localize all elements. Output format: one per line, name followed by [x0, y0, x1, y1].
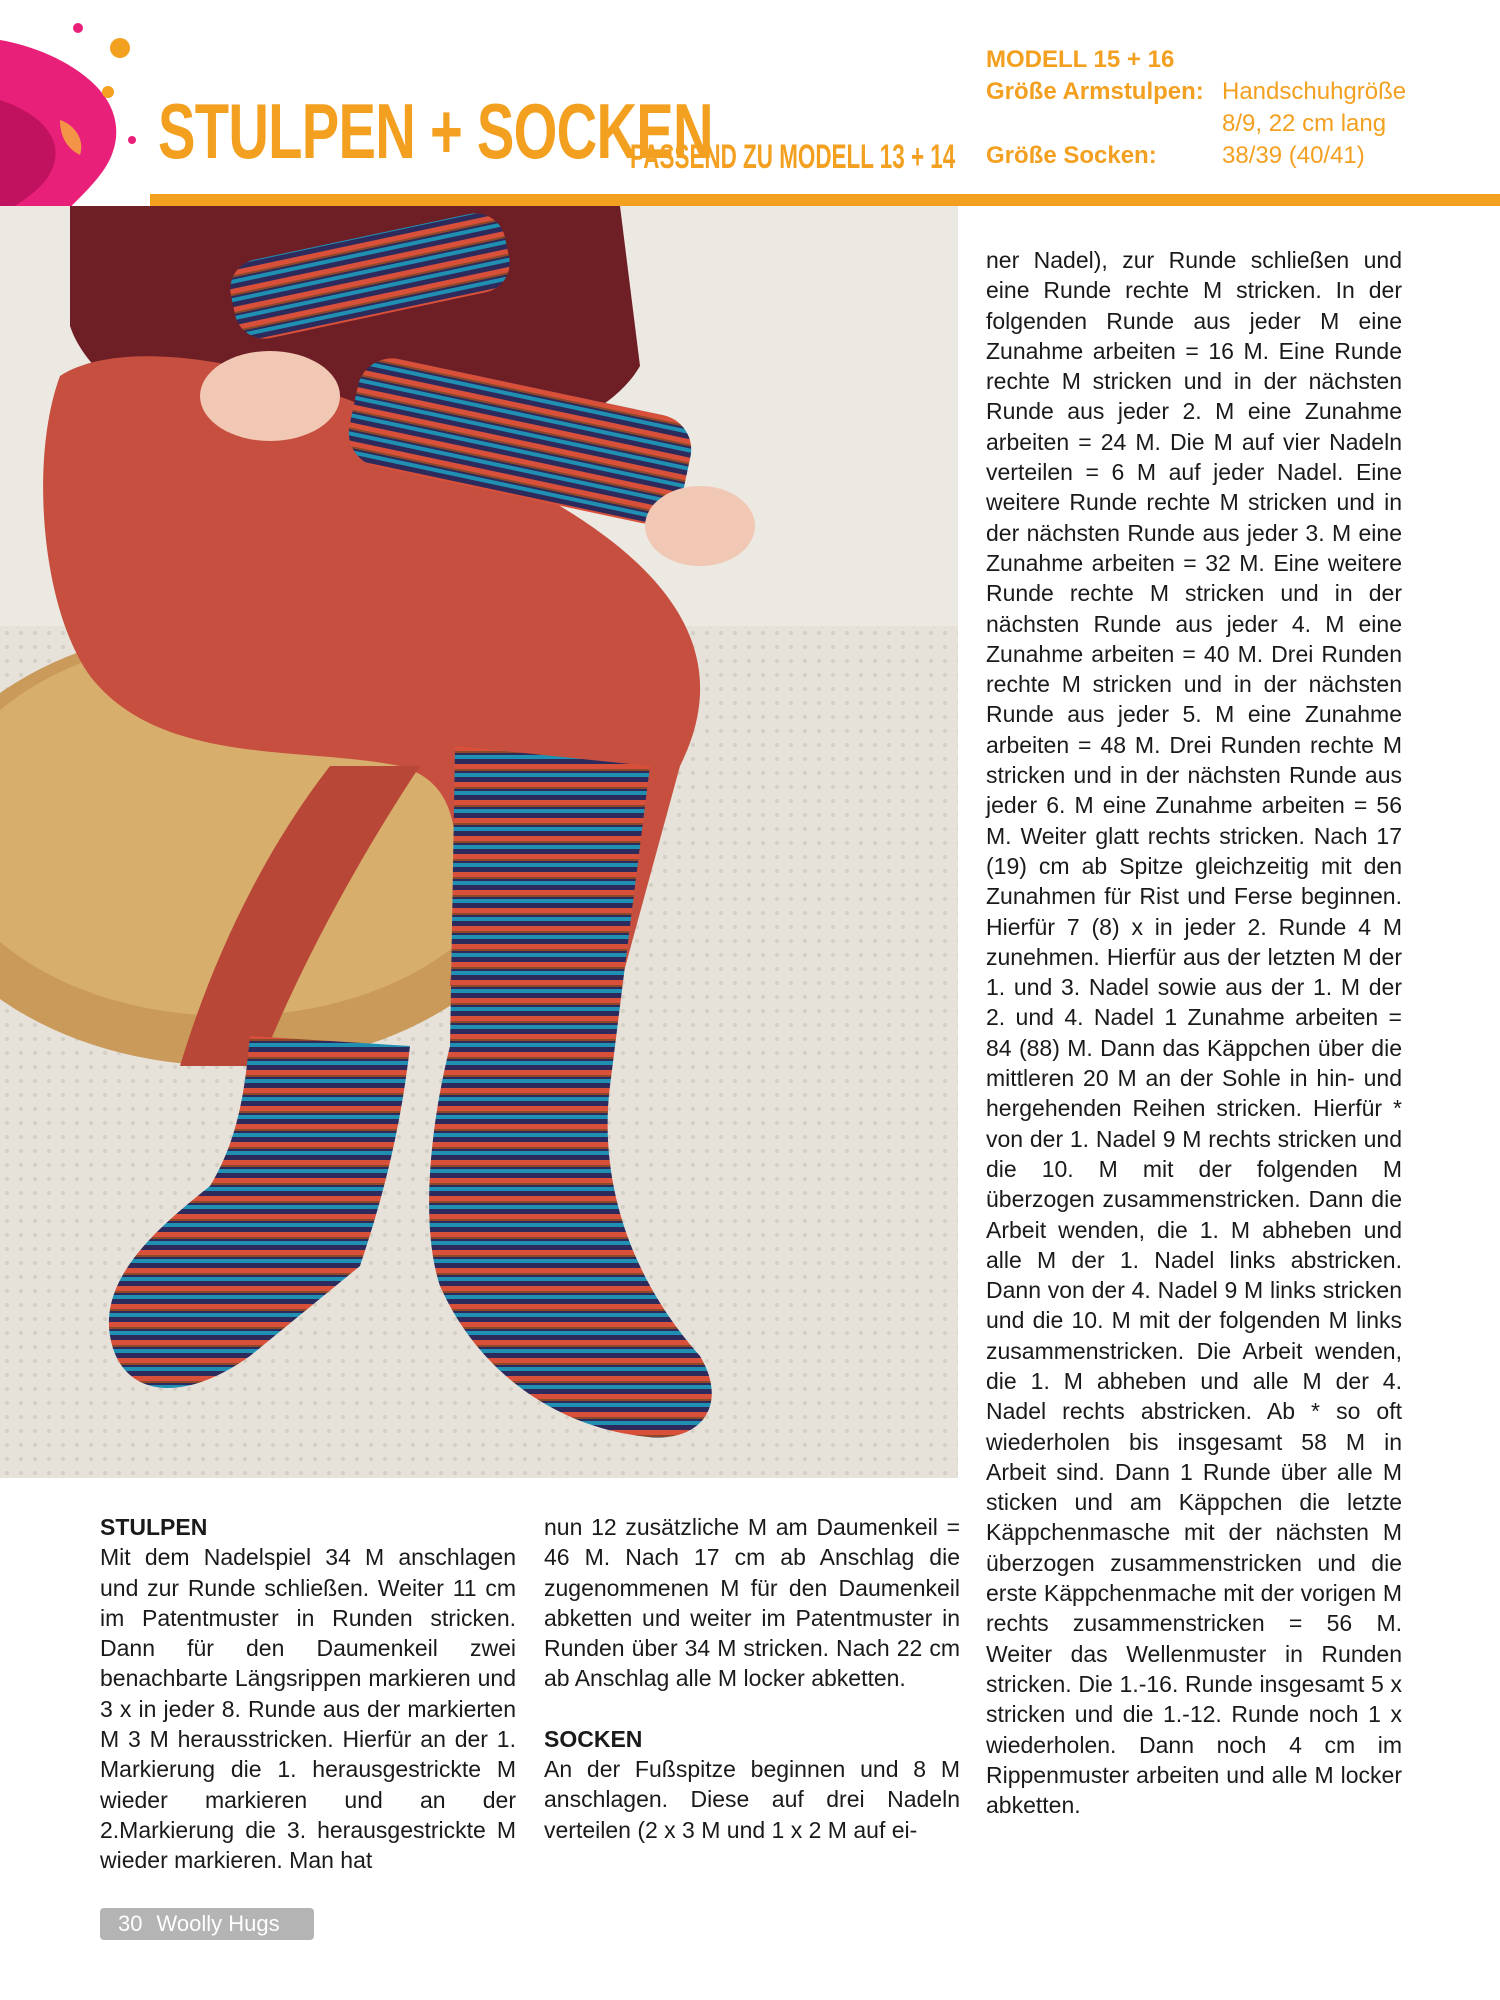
- spec-row: [986, 76, 1422, 140]
- page-footer: [100, 1908, 314, 1940]
- section-heading-socken: SOCKEN: [544, 1725, 643, 1752]
- section-heading-stulpen: STULPEN: [100, 1514, 208, 1540]
- model-specs: [986, 44, 1422, 172]
- header-rule: [150, 194, 1500, 206]
- socken-instructions: An der Fußspitze beginnen und 8 M anschlagen. Diese auf drei Nadeln verteilen (2 x 3 M und 1 x 2 M auf ei-: [544, 1756, 960, 1843]
- spec-row: [986, 140, 1422, 172]
- model-number: MODELL 15 + 16: [986, 46, 1175, 73]
- page-number: 30: [118, 1911, 143, 1936]
- page-title: STULPEN + SOCKEN: [158, 87, 713, 175]
- socken-instructions-continued: ner Nadel), zur Runde schließen und eine Runde rechte M stricken. In der folgenden Runde aus jeder M eine Zunahme arbeiten = 16 M. Eine Runde rechte M stricken und in der nächsten Runde aus jeder 2. M eine Zunahme arbeiten = 24 M. Die M auf vier Nadeln verteilen = 6 M auf jeder Nadel. Eine weitere Runde rechte M stricken und in der nächsten Runde aus jeder 3. M eine Zunahme arbeiten = 32 M. Eine weitere Runde rechte M stricken und in der nächsten Runde aus jeder 4. M eine Zunahme arbeiten = 40 M. Drei Runden rechte M stricken und in der nächsten Runde aus jeder 5. M eine Zunahme arbeiten = 48 M. Drei Runden rechte M stricken und in der nächsten Runde aus jeder 6. M eine Zunahme arbeiten = 56 M. Weiter glatt rechts stricken. Nach 17 (19) cm ab Spitze gleichzeitig mit den Zunahmen für Rist und Ferse beginnen. Hierfür 7 (8) x in jeder 2. Runde 4 M zunehmen. Hierfür aus der letzten M der 1. und 3. Nadel sowie aus der 1. M der 2. und 4. Nadel 1 Zunahme arbeiten = 84 (88) M. Dann das Käppchen über die mittleren 20 M an der Sohle in hin- und hergehenden Reihen stricken. Hierfür * von der 1. Nadel 9 M rechts stricken und die 10. M mit der folgenden M überzogen zusammenstricken. Dann die Arbeit wenden, die 1. M abheben und alle M der 1. Nadel links abstricken. Dann von der 4. Nadel 9 M links stricken und die 10. M mit der folgenden M links zusammenstricken. Die Arbeit wenden, die 1. M abheben und alle M der 4. Nadel rechts abstricken. Ab * so oft wiederholen bis insgesamt 58 M in Arbeit sind. Dann 1 Runde über alle M sticken und am Käppchen die letzte Käppchenmasche mit der nächsten M überzogen zusammenstricken und die erste Käppchenmache mit der vorigen M rechts zusammenstricken = 56 M. Weiter das Wellenmuster in Runden stricken. Die 1.-16. Runde insgesamt 5 x stricken und die 1.-12. Runde noch 1 x wiederholen. Dann noch 4 cm im Rippenmuster arbeiten und alle M locker abketten.: [986, 247, 1402, 1819]
- text-column-3: [986, 245, 1402, 1820]
- product-photo: [0, 206, 958, 1478]
- spec-value: 38/39 (40/41): [1222, 142, 1365, 169]
- text-column-2: [544, 1512, 960, 1845]
- spec-label: Größe Socken:: [986, 142, 1157, 169]
- page-subtitle: PASSEND ZU MODELL 13 + 14: [630, 138, 956, 176]
- spec-value: Handschuhgröße 8/9, 22 cm lang: [1222, 78, 1407, 137]
- stulpen-instructions-continued: nun 12 zusätzliche M am Daumenkeil = 46 M. Nach 17 cm ab Anschlag die zugenommenen M für den Daumenkeil abketten und weiter im Patentmuster in Runden über 34 M stricken. Nach 22 cm ab Anschlag alle M locker abketten.: [544, 1514, 960, 1692]
- publication-name: Woolly Hugs: [156, 1911, 280, 1936]
- spec-label: Größe Armstulpen:: [986, 78, 1204, 105]
- stulpen-instructions: Mit dem Nadelspiel 34 M anschlagen und zur Runde schließen. Weiter 11 cm im Patentmuster in Runden stricken. Dann für den Daumenkeil zwei benachbarte Längsrippen markieren und 3 x in jeder 8. Runde aus der markierten M 3 M herausstricken. Hierfür an der 1. Markierung die 1. herausgestrickte M wieder markieren und an der 2.Markierung die 3. herausgestrickte M wieder markieren. Man hat: [100, 1544, 516, 1874]
- text-column-1: [100, 1512, 516, 1876]
